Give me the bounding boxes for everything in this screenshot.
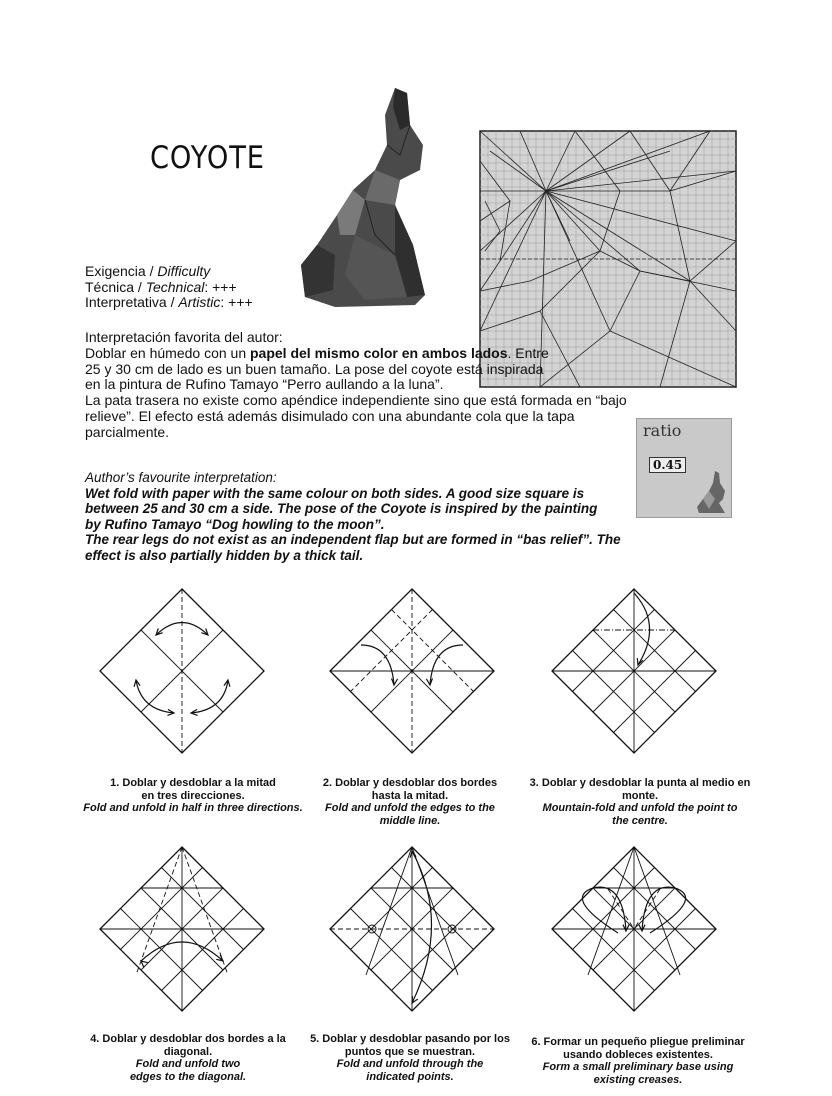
step-4-caption — [88, 1033, 288, 1083]
artistic-en: Artistic — [178, 294, 221, 310]
fold-arrow — [634, 593, 650, 665]
spanish-heading: Interpretación favorita del autor: — [85, 329, 283, 345]
fold-arrow — [430, 645, 463, 685]
technical-value: : +++ — [204, 278, 237, 295]
step-1-en: Fold and unfold in half in three directions. — [83, 802, 303, 814]
arrow-head — [426, 678, 432, 685]
step-3-diagram — [548, 585, 720, 757]
step-1-diagram — [96, 585, 268, 757]
technical-en: Technical — [145, 278, 205, 295]
english-description — [85, 470, 645, 564]
fold-arrow — [642, 887, 686, 933]
step-1-es: 1. Doblar y desdoblar a la mitad en tres direcciones. — [110, 777, 276, 802]
step-6-en: Form a small preliminary base using existing creases. — [542, 1061, 734, 1086]
technical-es: Técnica / — [85, 278, 146, 295]
crease-line — [588, 847, 634, 975]
step-2-diagram — [326, 585, 498, 757]
ratio-value: 0.45 — [649, 457, 686, 473]
artistic-value: : +++ — [220, 294, 253, 310]
ratio-box — [636, 418, 732, 518]
spanish-p1-a: Doblar en húmedo con un — [85, 344, 250, 361]
step-2-caption — [310, 777, 510, 827]
difficulty-es: Exigencia / — [85, 263, 158, 279]
spanish-p1-c: . Entre 25 y 30 cm de lado es un buen tamaño. La pose del coyote está inspirada en la pintura de Rufino Tamayo “Perro aullando a la luna”. — [85, 344, 549, 393]
english-p1-b: paper with the same colour on both sides — [172, 485, 439, 501]
crease-line — [634, 847, 680, 975]
spanish-p1-b: papel del mismo color en ambos lados — [250, 344, 508, 361]
step-5-diagram — [326, 843, 498, 1015]
step-6-es: 6. Formar un pequeño pliegue preliminar usando dobleces existentes. — [531, 1036, 745, 1061]
english-heading: Author’s favourite interpretation: — [85, 470, 277, 485]
fold-arrow — [412, 851, 432, 1003]
difficulty-block — [85, 264, 253, 311]
spanish-description — [85, 330, 645, 441]
step-1-caption — [78, 777, 308, 815]
artistic-es: Interpretativa / — [85, 294, 179, 310]
step-3-caption — [525, 777, 755, 827]
step-4-es: 4. Doblar y desdoblar dos bordes a la diagonal. — [90, 1033, 286, 1058]
fold-arrow — [361, 645, 394, 685]
fold-arrow — [582, 887, 626, 933]
step-5-caption — [300, 1033, 520, 1083]
difficulty-en: Difficulty — [157, 263, 211, 279]
step-3-es: 3. Doblar y desdoblar la punta al medio en monte. — [529, 777, 751, 802]
step-2-en: Fold and unfold the edges to the middle line. — [325, 802, 495, 827]
step-4-diagram — [96, 843, 268, 1015]
english-p1-c: . A good size square is between 25 and 30 cm a side. The pose of the Coyote is inspired by the painting by Rufino Tamayo “Dog howling to the moon”. — [85, 485, 598, 532]
step-5-en: Fold and unfold through the indicated points. — [336, 1058, 484, 1083]
crease-line — [366, 847, 412, 975]
page-title: COYOTE — [150, 140, 265, 176]
step-6-caption — [523, 1036, 753, 1086]
step-4-en: Fold and unfold two edges to the diagonal. — [129, 1058, 247, 1083]
coyote-photo — [295, 85, 445, 310]
spanish-p2: La pata trasera no existe como apéndice independiente sino que está formada en “bajo relieve”. El efecto está además disimulado con una abundante cola que la tapa parcialmente. — [85, 392, 627, 440]
step-3-en: Mountain-fold and unfold the point to the centre. — [542, 802, 738, 827]
english-p2: The rear legs do not exist as an independent flap but are formed in “bas relief”. The effect is also partially hidden by a thick tail. — [85, 532, 621, 563]
ratio-coyote-thumb — [695, 469, 729, 515]
arrow-head — [392, 678, 398, 685]
english-p1-a: Wet fold with — [85, 485, 173, 501]
ratio-label: ratio — [643, 421, 682, 440]
step-5-es: 5. Doblar y desdoblar pasando por los puntos que se muestran. — [310, 1033, 510, 1058]
crease-line — [136, 847, 182, 975]
step-6-diagram — [548, 843, 720, 1015]
step-2-es: 2. Doblar y desdoblar dos bordes hasta la mitad. — [322, 777, 498, 802]
